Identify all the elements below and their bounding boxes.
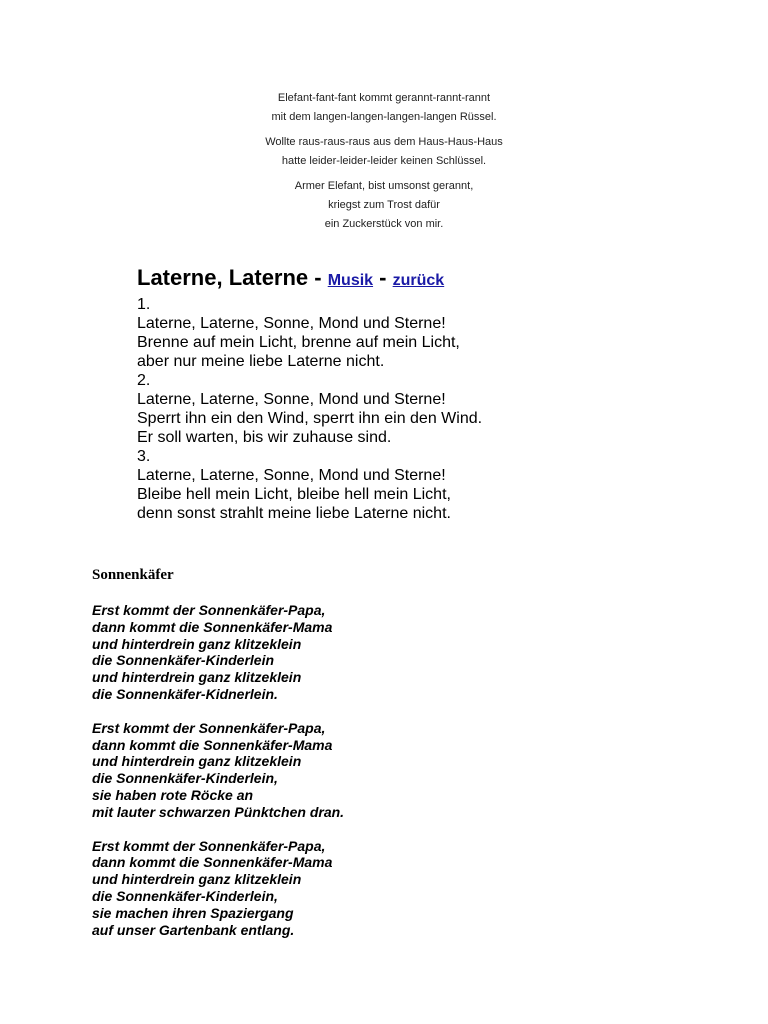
poem-line: Erst kommt der Sonnenkäfer-Papa,	[92, 602, 326, 618]
verse-line: aber nur meine liebe Laterne nicht.	[137, 353, 385, 370]
poem-line: und hinterdrein ganz klitzeklein	[92, 753, 302, 770]
poem-line: auf unser Gartenbank entlang.	[92, 921, 295, 938]
poem-line: dann kommt die Sonnenkäfer-Mama	[92, 736, 333, 753]
laterne-heading	[137, 264, 657, 295]
poem-line: ein Zuckerstück von mir.	[324, 218, 444, 230]
verse-number: 1.	[137, 296, 151, 313]
poem-line: die Sonnenkäfer-Kinderlein,	[92, 770, 278, 787]
verse-line: Bleibe hell mein Licht, bleibe hell mein Licht,	[137, 486, 451, 503]
poem-line: kriegst zum Trost dafür	[328, 199, 440, 211]
poem-line: Erst kommt der Sonnenkäfer-Papa,	[92, 837, 326, 854]
poem-line: mit lauter schwarzen Pünktchen dran.	[92, 803, 345, 820]
poem-line: Wollte raus-raus-raus aus dem Haus-Haus-Haus	[265, 136, 503, 148]
sonnenkaefer-title: Sonnenkäfer	[92, 567, 174, 583]
poem-line: die Sonnenkäfer-Kinderlein	[92, 652, 275, 669]
laterne-song	[137, 264, 657, 523]
poem-line: sie machen ihren Spaziergang	[92, 904, 294, 921]
sonnenkaefer-stanza	[92, 602, 692, 703]
poem-line: mit dem langen-langen-langen-langen Rüssel.	[271, 111, 497, 123]
poem-line: und hinterdrein ganz klitzeklein	[92, 871, 302, 888]
verse-line: Laterne, Laterne, Sonne, Mond und Sterne!	[137, 391, 446, 408]
poem-line: sie haben rote Röcke an	[92, 786, 254, 803]
poem-line: hatte leider-leider-leider keinen Schlüssel.	[281, 155, 487, 167]
verse-line: Sperrt ihn ein den Wind, sperrt ihn ein den Wind.	[137, 410, 483, 427]
poem-line: Elefant-fant-fant kommt gerannt-rannt-rannt	[277, 92, 491, 104]
verse-line: Brenne auf mein Licht, brenne auf mein Licht,	[137, 334, 460, 351]
verse-line: Er soll warten, bis wir zuhause sind.	[137, 429, 392, 446]
poem-line: dann kommt die Sonnenkäfer-Mama	[92, 854, 333, 871]
verse-line: Laterne, Laterne, Sonne, Mond und Sterne!	[137, 315, 446, 332]
sonnenkaefer-stanza	[92, 720, 692, 821]
elefant-stanza	[0, 133, 768, 171]
poem-line: und hinterdrein ganz klitzeklein	[92, 669, 302, 686]
verse-line: denn sonst strahlt meine liebe Laterne nicht.	[137, 505, 451, 522]
elefant-stanza	[0, 89, 768, 127]
zurueck-link[interactable]: zurück	[392, 272, 445, 289]
poem-line: dann kommt die Sonnenkäfer-Mama	[92, 618, 333, 635]
verse-number: 2.	[137, 372, 151, 389]
laterne-title: Laterne, Laterne -	[137, 265, 328, 290]
elefant-poem	[0, 89, 768, 240]
elefant-stanza	[0, 177, 768, 234]
poem-line: die Sonnenkäfer-Kidnerlein.	[92, 685, 278, 702]
poem-line: und hinterdrein ganz klitzeklein	[92, 635, 302, 652]
poem-line: Armer Elefant, bist umsonst gerannt,	[294, 180, 474, 192]
sonnenkaefer-poem	[92, 565, 692, 955]
sonnenkaefer-stanza	[92, 838, 692, 939]
verse-number: 3.	[137, 448, 151, 465]
poem-line: Erst kommt der Sonnenkäfer-Papa,	[92, 719, 326, 736]
verse-line: Laterne, Laterne, Sonne, Mond und Sterne!	[137, 467, 446, 484]
heading-separator: -	[373, 265, 393, 290]
musik-link[interactable]: Musik	[327, 272, 374, 289]
poem-line: die Sonnenkäfer-Kinderlein,	[92, 887, 278, 904]
